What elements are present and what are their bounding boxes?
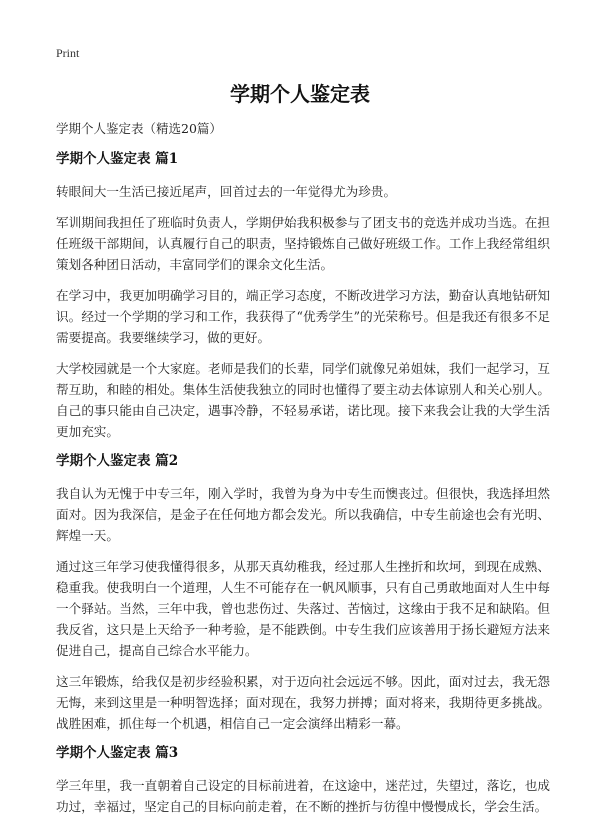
document-subtitle: 学期个人鉴定表（精选20篇） <box>56 121 222 136</box>
paragraph: 通过这三年学习使我懂得很多，从那天真幼稚我，经过那人生挫折和坎坷，到现在成熟、稳重我。使我明白一个道理，人生不可能存在一帆风顺事，只有自己勇敢地面对人生中每一个驿站。当然，三年中我，曾也悲伤过、失落过、苦恼过，这缘由于我不足和缺陷。但我反省，这只是上天给予一种考验，是不能跌倒。中专生我们应该善用于扬长避短方法来促进自己，提高自己综合水平能力。 <box>56 559 550 658</box>
section-heading: 学期个人鉴定表 篇3 <box>56 745 179 761</box>
paragraph: 学三年里，我一直朝着自己设定的目标前进着，在这途中，迷茫过，失望过，落讫，也成功过，幸福过，坚定自己的目标向前走着，在不断的挫折与彷徨中慢慢成长，学会生活。 <box>56 778 550 814</box>
paragraph: 大学校园就是一个大家庭。老师是我们的长辈，同学们就像兄弟姐妹，我们一起学习，互帮互助，和睦的相处。集体生活使我独立的同时也懂得了要主动去体谅别人和关心别人。自己的事只能由自己决定，遇事冷静，不轻易承诺，诺比现。接下来我会让我的大学生活更加充实。 <box>56 361 550 439</box>
paragraph: 我自认为无愧于中专三年，刚入学时，我曾为身为中专生而懊丧过。但很快，我选择坦然面对。因为我深信，是金子在任何地方都会发光。所以我确信，中专生前途也会有光明、辉煌一天。 <box>56 486 550 543</box>
paragraph: 军训期间我担任了班临时负责人，学期伊始我积极参与了团支书的竞选并成功当选。在担任班级干部期间，认真履行自己的职责，坚持锻炼自己做好班级工作。工作上我经常组织策划各种团日活动，丰富同学们的课余文化生活。 <box>56 215 550 272</box>
section-heading: 学期个人鉴定表 篇2 <box>56 453 179 469</box>
paragraph: 这三年锻炼，给我仅是初步经验积累，对于迈向社会远远不够。因此，面对过去，我无怨无悔，来到这里是一种明智选择；面对现在，我努力拼搏；面对将来，我期待更多挑战。战胜困难，抓住每一个机遇，相信自己一定会演绎出精彩一幕。 <box>56 674 550 731</box>
document-body <box>56 120 550 827</box>
section-heading: 学期个人鉴定表 篇1 <box>56 151 179 167</box>
print-label[interactable]: Print <box>56 46 80 60</box>
paragraph: 在学习中，我更加明确学习目的，端正学习态度，不断改进学习方法，勤奋认真地钻研知识。经过一个学期的学习和工作，我获得了“优秀学生”的光荣称号。但是我还有很多不足需要提高。我要继续学习，做的更好。 <box>56 288 550 345</box>
document-title: 学期个人鉴定表 <box>230 82 370 106</box>
section-1 <box>56 150 550 442</box>
section-2 <box>56 452 550 734</box>
paragraph: 转眼间大一生活已接近尾声，回首过去的一年觉得尤为珍贵。 <box>56 184 397 199</box>
section-3 <box>56 744 550 817</box>
